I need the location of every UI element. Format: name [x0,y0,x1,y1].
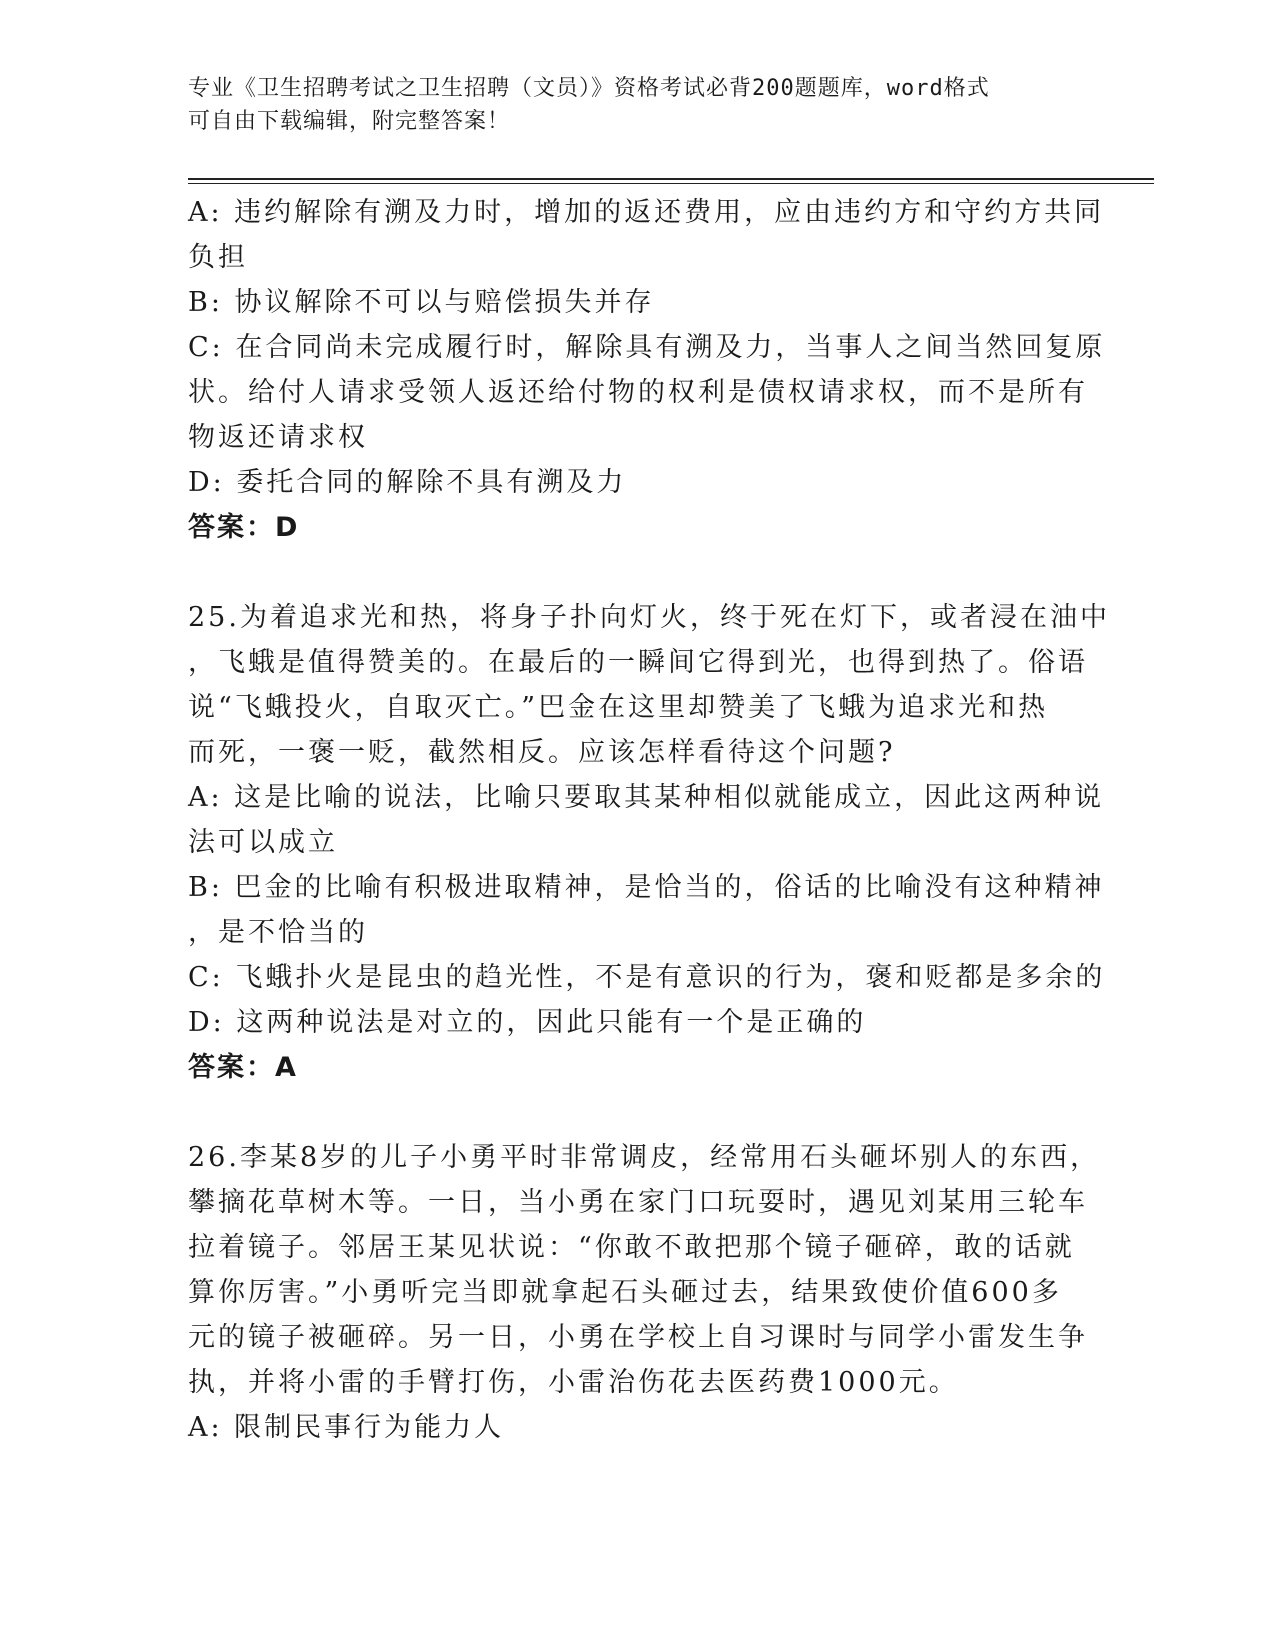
question-24-options [188,190,1106,550]
header-divider-thin [188,183,1154,184]
header-line-1: 专业《卫生招聘考试之卫生招聘（文员）》资格考试必背200题题库，word格式 [188,76,990,101]
option-b-line: B: 协议解除不可以与赔偿损失并存 [188,287,655,318]
spacer [188,1090,1068,1135]
option-a-line: A: 违约解除有溯及力时，增加的返还费用，应由违约方和守约方共同 [188,197,1105,228]
header-divider [188,178,1154,180]
question-stem-line: 25.为着追求光和热，将身子扑向灯火，终于死在灯下，或者浸在油中 [188,602,1110,633]
option-c-line: 状。给付人请求受领人返还给付物的权利是债权请求权，而不是所有 [188,377,1088,408]
spacer [188,550,1068,595]
option-a-line: 法可以成立 [188,827,338,858]
header-line-2: 可自由下载编辑，附完整答案！ [188,109,511,134]
page-header [188,72,1068,138]
option-a-line: A: 这是比喻的说法，比喻只要取其某种相似就能成立，因此这两种说 [188,782,1105,813]
question-stem-line: 攀摘花草树木等。一日，当小勇在家门口玩耍时，遇见刘某用三轮车 [188,1187,1088,1218]
answer-label: 答案：A [188,1052,298,1083]
question-25 [188,595,1110,1090]
question-stem-line: 拉着镜子。邻居王某见状说：“你敢不敢把那个镜子砸碎，敢的话就 [188,1232,1075,1263]
question-stem-line: 说“飞蛾投火，自取灭亡。”巴金在这里却赞美了飞蛾为追求光和热 [188,692,1049,723]
option-d-line: D: 委托合同的解除不具有溯及力 [188,467,627,498]
option-b-line: B: 巴金的比喻有积极进取精神，是恰当的，俗话的比喻没有这种精神 [188,872,1105,903]
document-body [188,190,1110,1450]
option-c-line: 物返还请求权 [188,422,368,453]
option-c-line: C: 在合同尚未完成履行时，解除具有溯及力，当事人之间当然回复原 [188,332,1106,363]
option-a-line: 负担 [188,242,248,273]
option-a-line: A: 限制民事行为能力人 [188,1412,505,1443]
question-stem-line: 而死，一褒一贬，截然相反。应该怎样看待这个问题? [188,737,896,768]
question-stem-line: 算你厉害。”小勇听完当即就拿起石头砸过去，结果致使价值600多 [188,1277,1062,1308]
option-c-line: C: 飞蛾扑火是昆虫的趋光性，不是有意识的行为，褒和贬都是多余的 [188,962,1106,993]
option-b-line: ，是不恰当的 [188,917,368,948]
question-stem-line: 元的镜子被砸碎。另一日，小勇在学校上自习课时与同学小雷发生争 [188,1322,1088,1353]
option-d-line: D: 这两种说法是对立的，因此只能有一个是正确的 [188,1007,867,1038]
question-26 [188,1135,1101,1450]
question-stem-line: 26.李某8岁的儿子小勇平时非常调皮，经常用石头砸坏别人的东西， [188,1142,1101,1173]
answer-label: 答案：D [188,512,300,543]
question-stem-line: ，飞蛾是值得赞美的。在最后的一瞬间它得到光，也得到热了。俗语 [188,647,1088,678]
question-stem-line: 执，并将小雷的手臂打伤，小雷治伤花去医药费1000元。 [188,1367,959,1398]
